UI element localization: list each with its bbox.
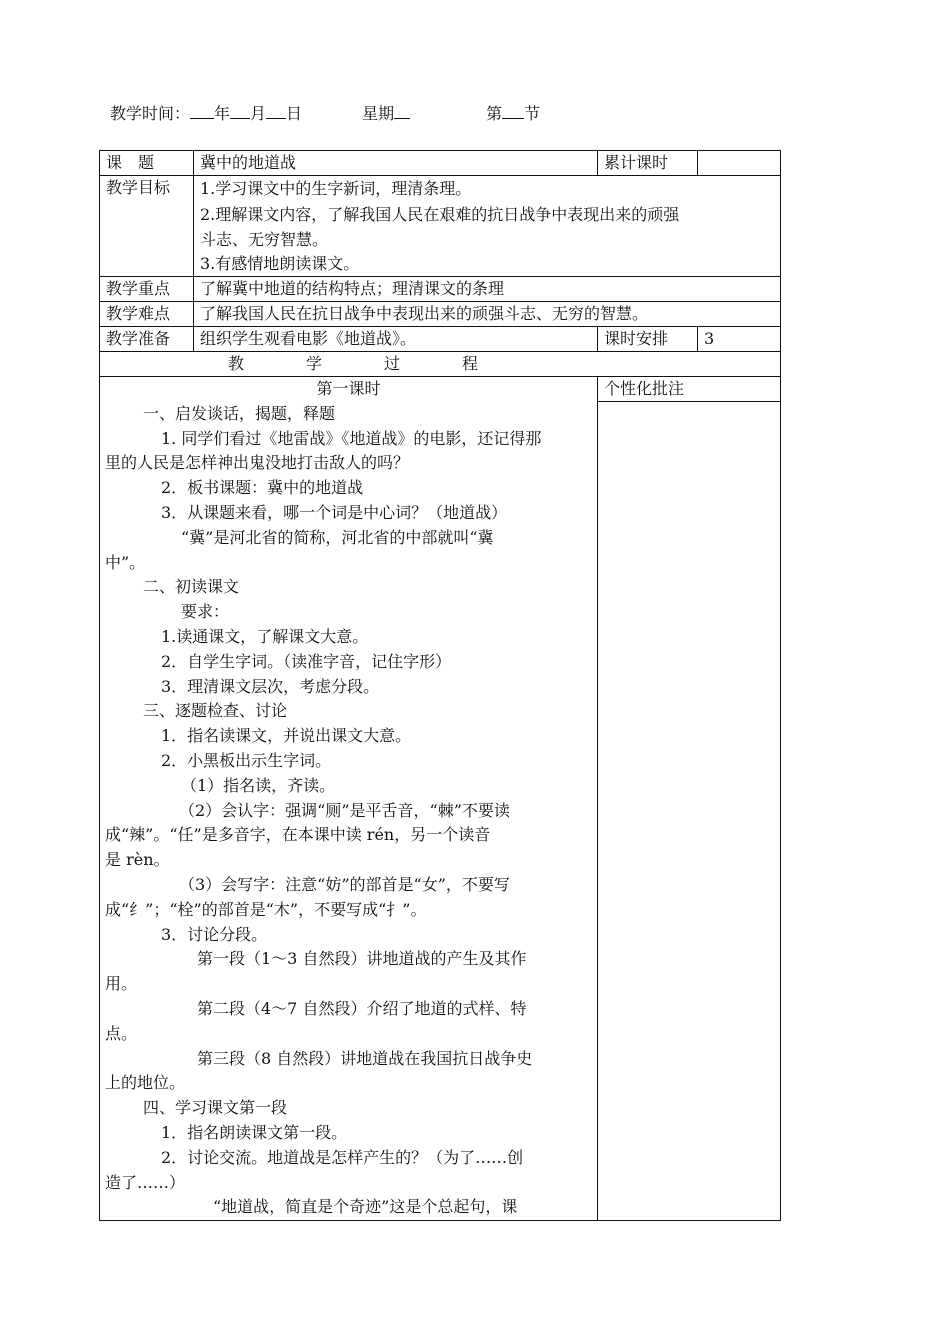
lesson-line: 是 rèn。 — [105, 850, 170, 870]
weekday-blank — [394, 104, 410, 119]
lesson-line: 2．小黑板出示生字词。 — [161, 750, 332, 770]
lesson-line: 1．指名读课文，并说出课文大意。 — [161, 726, 412, 746]
year-blank — [190, 104, 214, 119]
goal-line: 1.学习课文中的生字新词，理清条理。 — [200, 179, 472, 198]
process-char: 学 — [306, 354, 323, 373]
lesson-line: 点。 — [105, 1023, 138, 1043]
lesson-line: 3．从课题来看，哪一个词是中心词？（地道战） — [161, 502, 508, 522]
notes-label: 个性化批注 — [598, 377, 780, 402]
goal-line: 2.理解课文内容，了解我国人民在艰难的抗日战争中表现出来的顽强 — [200, 205, 680, 224]
difficulty-row — [100, 302, 781, 327]
teaching-time-label: 教学时间： — [110, 104, 191, 123]
topic-value: 冀中的地道战 — [194, 151, 598, 176]
schedule-value: 3 — [698, 327, 781, 352]
lesson-line: 成“纟”；“栓”的部首是“木”，不要写成“扌”。 — [105, 899, 427, 919]
lesson-line: 要求： — [181, 602, 230, 622]
lesson-line: 一、启发谈话，揭题，释题 — [143, 403, 336, 423]
lesson-line: （3）会写字：注意“妨”的部首是“女”，不要写 — [179, 874, 510, 894]
total-hours-label: 累计课时 — [598, 151, 698, 176]
period-blank — [502, 104, 524, 119]
preparation-row — [100, 327, 781, 352]
lesson-line: 二、初读课文 — [143, 577, 240, 597]
lesson-line: 1．指名朗读课文第一段。 — [161, 1122, 348, 1142]
month-blank — [230, 104, 250, 119]
lesson-line: “冀”是河北省的简称，河北省的中部就叫“冀 — [181, 527, 494, 547]
period-label-pre: 第 — [486, 104, 503, 123]
goal-value — [194, 176, 781, 277]
process-char: 过 — [384, 354, 401, 373]
weekday-label: 星期 — [362, 104, 395, 123]
schedule-label: 课时安排 — [598, 327, 698, 352]
lesson-line: 3．讨论分段。 — [161, 924, 268, 944]
lesson-body-row — [100, 377, 781, 1221]
lesson-line: 造了……） — [105, 1172, 186, 1192]
lesson-line: 第三段（8 自然段）讲地道战在我国抗日战争史 — [197, 1048, 533, 1068]
topic-label: 课 题 — [100, 151, 194, 176]
total-hours-value — [698, 151, 781, 176]
day-blank — [266, 104, 286, 119]
preparation-value: 组织学生观看电影《地道战》。 — [194, 327, 598, 352]
month-label: 月 — [250, 104, 267, 123]
lesson-line: 用。 — [105, 974, 138, 994]
teaching-time-line — [110, 101, 540, 124]
process-title-row — [100, 352, 781, 377]
preparation-label: 教学准备 — [100, 327, 194, 352]
lesson-line: 中”。 — [105, 552, 146, 572]
process-char: 程 — [462, 354, 479, 373]
goal-line: 斗志、无穷智慧。 — [200, 230, 329, 249]
lesson-line: 上的地位。 — [105, 1073, 186, 1093]
key-point-label: 教学重点 — [100, 277, 194, 302]
lesson-line: 第一段（1～3 自然段）讲地道战的产生及其作 — [197, 949, 527, 969]
process-char: 教 — [228, 354, 245, 373]
lesson-line: 1.读通课文，了解课文大意。 — [161, 626, 369, 646]
lesson-line: 四、学习课文第一段 — [143, 1098, 288, 1118]
lesson-line: “地道战，简直是个奇迹”这是个总起句，课 — [213, 1197, 518, 1217]
lesson-plan-table — [99, 150, 781, 1221]
year-label: 年 — [214, 104, 231, 123]
process-title — [100, 352, 781, 377]
key-point-row — [100, 277, 781, 302]
topic-row — [100, 151, 781, 176]
lesson-content — [100, 377, 598, 1221]
lesson-line: 2．讨论交流。地道战是怎样产生的？（为了……创 — [161, 1147, 524, 1167]
notes-column — [598, 377, 781, 1221]
period-label-post: 节 — [524, 104, 541, 123]
lesson-line: 1. 同学们看过《地雷战》《地道战》的电影，还记得那 — [161, 428, 542, 448]
lesson-line: 里的人民是怎样神出鬼没地打击敌人的吗？ — [105, 453, 410, 473]
goal-row — [100, 176, 781, 277]
lesson-line: 2．自学生字词。（读准字音，记住字形） — [161, 651, 452, 671]
difficulty-label: 教学难点 — [100, 302, 194, 327]
lesson-line: 3．理清课文层次，考虑分段。 — [161, 676, 380, 696]
day-label: 日 — [286, 104, 303, 123]
lesson-line: 2．板书课题：冀中的地道战 — [161, 478, 364, 498]
difficulty-value: 了解我国人民在抗日战争中表现出来的顽强斗志、无穷的智慧。 — [194, 302, 781, 327]
lesson-line: 成“辣”。“任”是多音字，在本课中读 rén，另一个读音 — [105, 825, 491, 845]
lesson-title: 第一课时 — [316, 379, 381, 398]
lesson-line: 三、逐题检查、讨论 — [143, 701, 288, 721]
lesson-line: 第二段（4～7 自然段）介绍了地道的式样、特 — [197, 998, 527, 1018]
goal-line: 3.有感情地朗读课文。 — [200, 254, 360, 273]
goal-label: 教学目标 — [100, 176, 194, 277]
key-point-value: 了解冀中地道的结构特点；理清课文的条理 — [194, 277, 781, 302]
lesson-line: （2）会认字：强调“厕”是平舌音，“棘”不要读 — [179, 800, 510, 820]
lesson-line: （1）指名读，齐读。 — [181, 775, 336, 795]
